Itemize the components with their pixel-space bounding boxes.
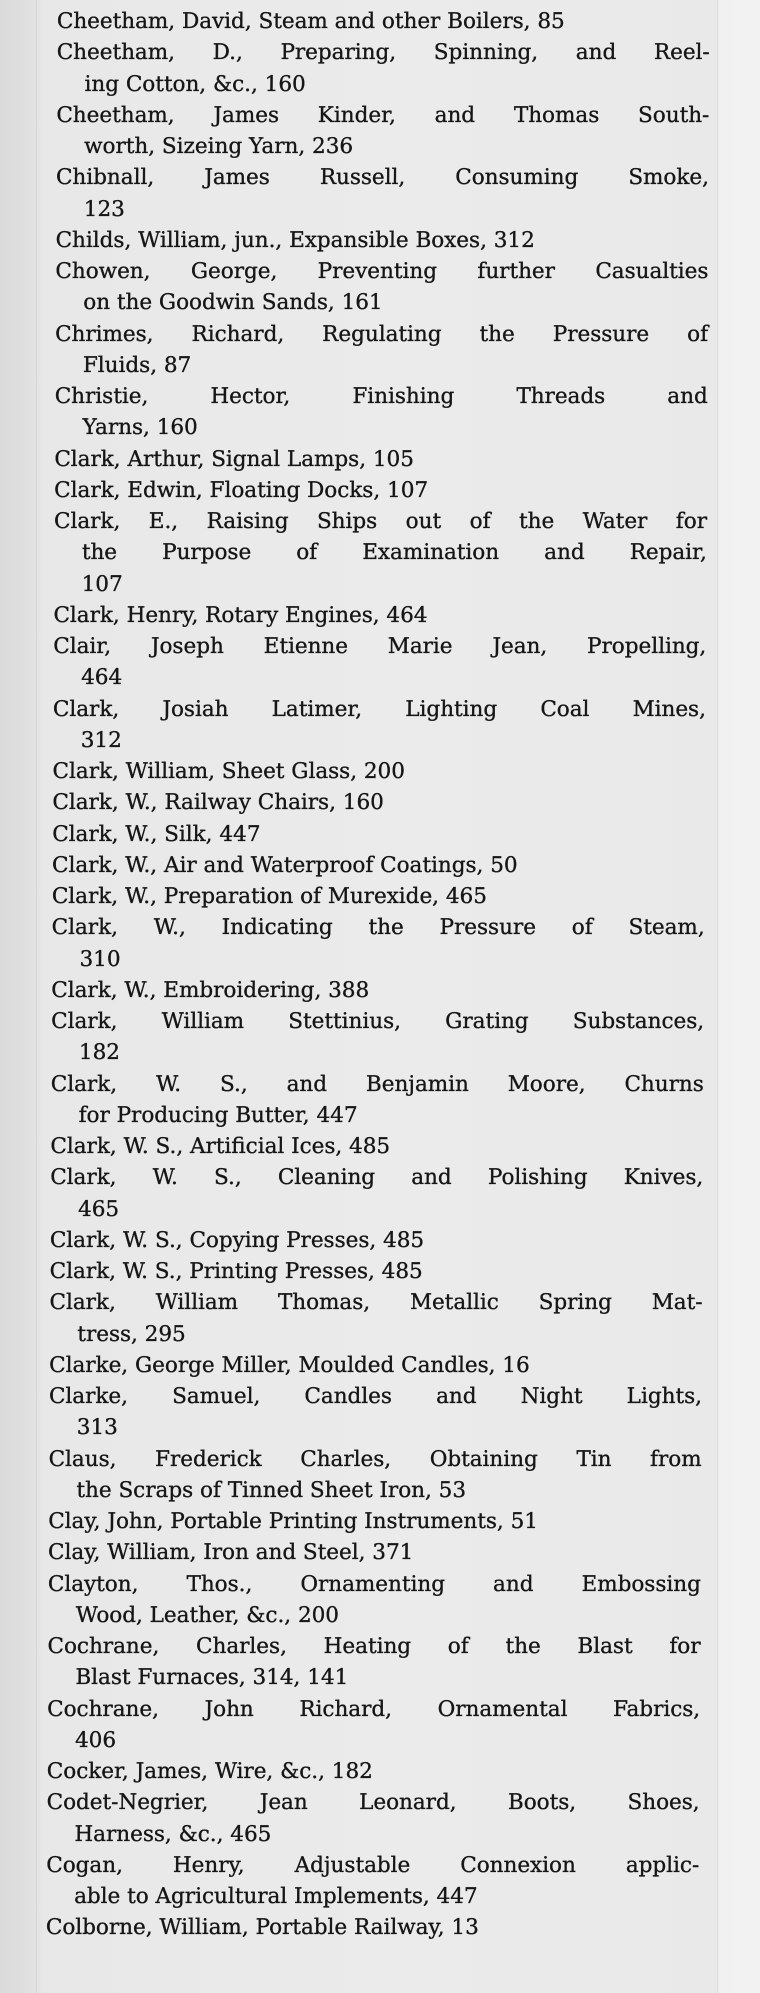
index-entry — [57, 6, 710, 37]
entry-continuation-line: Harness, &c., 465 — [74, 1821, 272, 1847]
index-entry — [52, 819, 705, 850]
entry-heading-line: Childs, William, jun., Expansible Boxes, 312 — [55, 227, 535, 253]
index-entry — [54, 506, 708, 600]
index-entry — [50, 1256, 703, 1287]
index-entry — [46, 1850, 699, 1913]
entry-heading-line: Colborne, William, Portable Railway, 13 — [45, 1915, 479, 1941]
entry-heading-line: Clark, Henry, Rotary Engines, 464 — [53, 602, 428, 628]
index-entry — [53, 694, 706, 757]
entry-heading-line: Clark, W., Silk, 447 — [52, 821, 261, 847]
entry-continuation-line: worth, Sizeing Yarn, 236 — [84, 134, 354, 159]
entry-heading-line: Cogan, Henry, Adjustable Connexion applic- — [46, 1852, 700, 1878]
entry-heading-line: Clark, W., Embroidering, 388 — [51, 977, 370, 1003]
index-entry — [50, 1225, 703, 1256]
index-entry — [51, 975, 704, 1006]
entry-heading-line: Clark, Josiah Latimer, Lighting Coal Mines, — [52, 696, 707, 722]
index-entry — [54, 381, 707, 444]
entry-heading-line: Clark, W. S., Printing Presses, 485 — [49, 1259, 423, 1284]
entry-heading-line: Clark, W. S., Copying Presses, 485 — [49, 1227, 425, 1253]
entry-continuation-line: the Scraps of Tinned Sheet Iron, 53 — [76, 1477, 467, 1503]
entry-continuation-line: 182 — [78, 1040, 121, 1066]
index-entry — [55, 256, 708, 319]
entry-continuation-line: 123 — [83, 196, 125, 222]
entry-continuation-line: Wood, Leather, &c., 200 — [75, 1602, 340, 1628]
entry-heading-line: Cocker, James, Wire, &c., 182 — [46, 1759, 373, 1784]
index-entry — [54, 444, 707, 475]
entry-heading-line: Christie, Hector, Finishing Threads and — [54, 384, 708, 409]
index-entry — [48, 1444, 701, 1507]
index-entry — [52, 881, 705, 912]
entry-heading-line: Clark, William Stettinius, Grating Substances, — [51, 1009, 705, 1034]
index-entry — [47, 1631, 700, 1694]
entry-heading-line: Chrimes, Richard, Regulating the Pressure of — [55, 321, 709, 347]
index-entry — [51, 912, 704, 975]
index-entry — [49, 1350, 702, 1381]
entry-heading-line: Clark, William, Sheet Glass, 200 — [52, 759, 406, 784]
entry-continuation-line: Fluids, 87 — [82, 352, 192, 378]
index-entry — [56, 37, 709, 100]
page-fold-line-left — [36, 0, 37, 1993]
index-entry — [56, 225, 709, 256]
index-entry — [48, 1569, 701, 1632]
entry-continuation-line: 464 — [81, 665, 123, 691]
entry-continuation-line: 107 — [81, 571, 123, 597]
entry-heading-line: Clark, William Thomas, Metallic Spring Mat- — [49, 1290, 703, 1316]
entry-heading-line: Cheetham, D., Preparing, Spinning, and Reel- — [56, 40, 710, 66]
index-entry — [54, 475, 707, 506]
entry-heading-line: Clark, W., Air and Waterproof Coatings, 50 — [51, 852, 518, 878]
entry-continuation-line: the Purpose of Examination and Repair, — [81, 540, 707, 566]
index-entry — [51, 1069, 704, 1132]
entry-heading-line: Clark, W. S., and Benjamin Moore, Churns — [50, 1071, 704, 1097]
index-entry — [53, 756, 706, 787]
entry-heading-line: Chowen, George, Preventing further Casualties — [55, 259, 709, 284]
entry-heading-line: Clarke, George Miller, Moulded Candles, 16 — [49, 1352, 530, 1378]
index-entry — [52, 850, 705, 881]
entry-heading-line: Claus, Frederick Charles, Obtaining Tin from — [48, 1446, 702, 1472]
entry-heading-line: Clayton, Thos., Ornamenting and Embossing — [47, 1571, 701, 1597]
entry-continuation-line: able to Agricultural Implements, 447 — [74, 1884, 478, 1909]
index-entry — [50, 1162, 703, 1225]
entry-heading-line: Clark, Edwin, Floating Docks, 107 — [54, 477, 429, 503]
entry-continuation-line: 465 — [77, 1196, 120, 1222]
entry-heading-line: Clark, W. S., Artificial Ices, 485 — [50, 1134, 391, 1159]
index-entry — [56, 162, 709, 225]
index-entry — [51, 1006, 704, 1069]
entry-continuation-line: 313 — [76, 1415, 118, 1441]
page-edge-line-right — [717, 0, 718, 1993]
index-entry — [47, 1694, 700, 1757]
entry-heading-line: Clair, Joseph Etienne Marie Jean, Propelling, — [53, 634, 707, 659]
entry-heading-line: Clarke, Samuel, Candles and Night Lights, — [48, 1384, 703, 1409]
entry-continuation-line: 406 — [74, 1727, 117, 1753]
index-entry — [53, 600, 706, 631]
entry-heading-line: Clark, E., Raising Ships out of the Water for — [53, 509, 708, 534]
entry-heading-line: Clark, W. S., Cleaning and Polishing Knives, — [50, 1165, 704, 1191]
index-entry — [48, 1537, 701, 1568]
entry-continuation-line: tress, 295 — [77, 1321, 186, 1347]
entry-heading-line: Codet-Negrier, Jean Leonard, Boots, Shoes, — [46, 1790, 700, 1816]
entry-continuation-line: for Producing Butter, 447 — [78, 1102, 358, 1128]
entry-heading-line: Clark, W., Preparation of Murexide, 465 — [51, 884, 487, 909]
index-entry — [46, 1912, 699, 1943]
index-column — [46, 6, 710, 1944]
index-entry — [48, 1506, 701, 1537]
entry-heading-line: Clark, Arthur, Signal Lamps, 105 — [54, 446, 415, 472]
entry-heading-line: Chibnall, James Russell, Consuming Smoke, — [55, 165, 710, 191]
entry-continuation-line: 310 — [79, 946, 121, 972]
index-entry — [46, 1787, 699, 1850]
index-entry — [52, 787, 705, 818]
entry-continuation-line: ing Cotton, &c., 160 — [84, 71, 306, 97]
index-entry — [49, 1287, 702, 1350]
index-entry — [56, 100, 709, 163]
entry-heading-line: Cochrane, John Richard, Ornamental Fabrics, — [47, 1696, 701, 1722]
entry-heading-line: Cheetham, David, Steam and other Boilers, 85 — [56, 9, 565, 34]
entry-heading-line: Cochrane, Charles, Heating of the Blast for — [47, 1634, 701, 1659]
entry-continuation-line: Yarns, 160 — [82, 415, 198, 441]
entry-heading-line: Clay, William, Iron and Steel, 371 — [48, 1540, 414, 1566]
entry-heading-line: Clay, John, Portable Printing Instruments, 51 — [48, 1509, 539, 1534]
entry-continuation-line: 312 — [80, 727, 122, 753]
index-entry — [47, 1756, 700, 1787]
entry-continuation-line: Blast Furnaces, 314, 141 — [75, 1665, 349, 1691]
entry-heading-line: Cheetham, James Kinder, and Thomas South- — [56, 102, 710, 128]
entry-heading-line: Clark, W., Railway Chairs, 160 — [52, 790, 384, 816]
entry-heading-line: Clark, W., Indicating the Pressure of Steam, — [51, 915, 705, 941]
index-entry — [53, 631, 706, 694]
index-entry — [50, 1131, 703, 1162]
entry-continuation-line: on the Goodwin Sands, 161 — [83, 290, 383, 316]
index-entry — [55, 319, 708, 382]
index-entry — [49, 1381, 702, 1444]
